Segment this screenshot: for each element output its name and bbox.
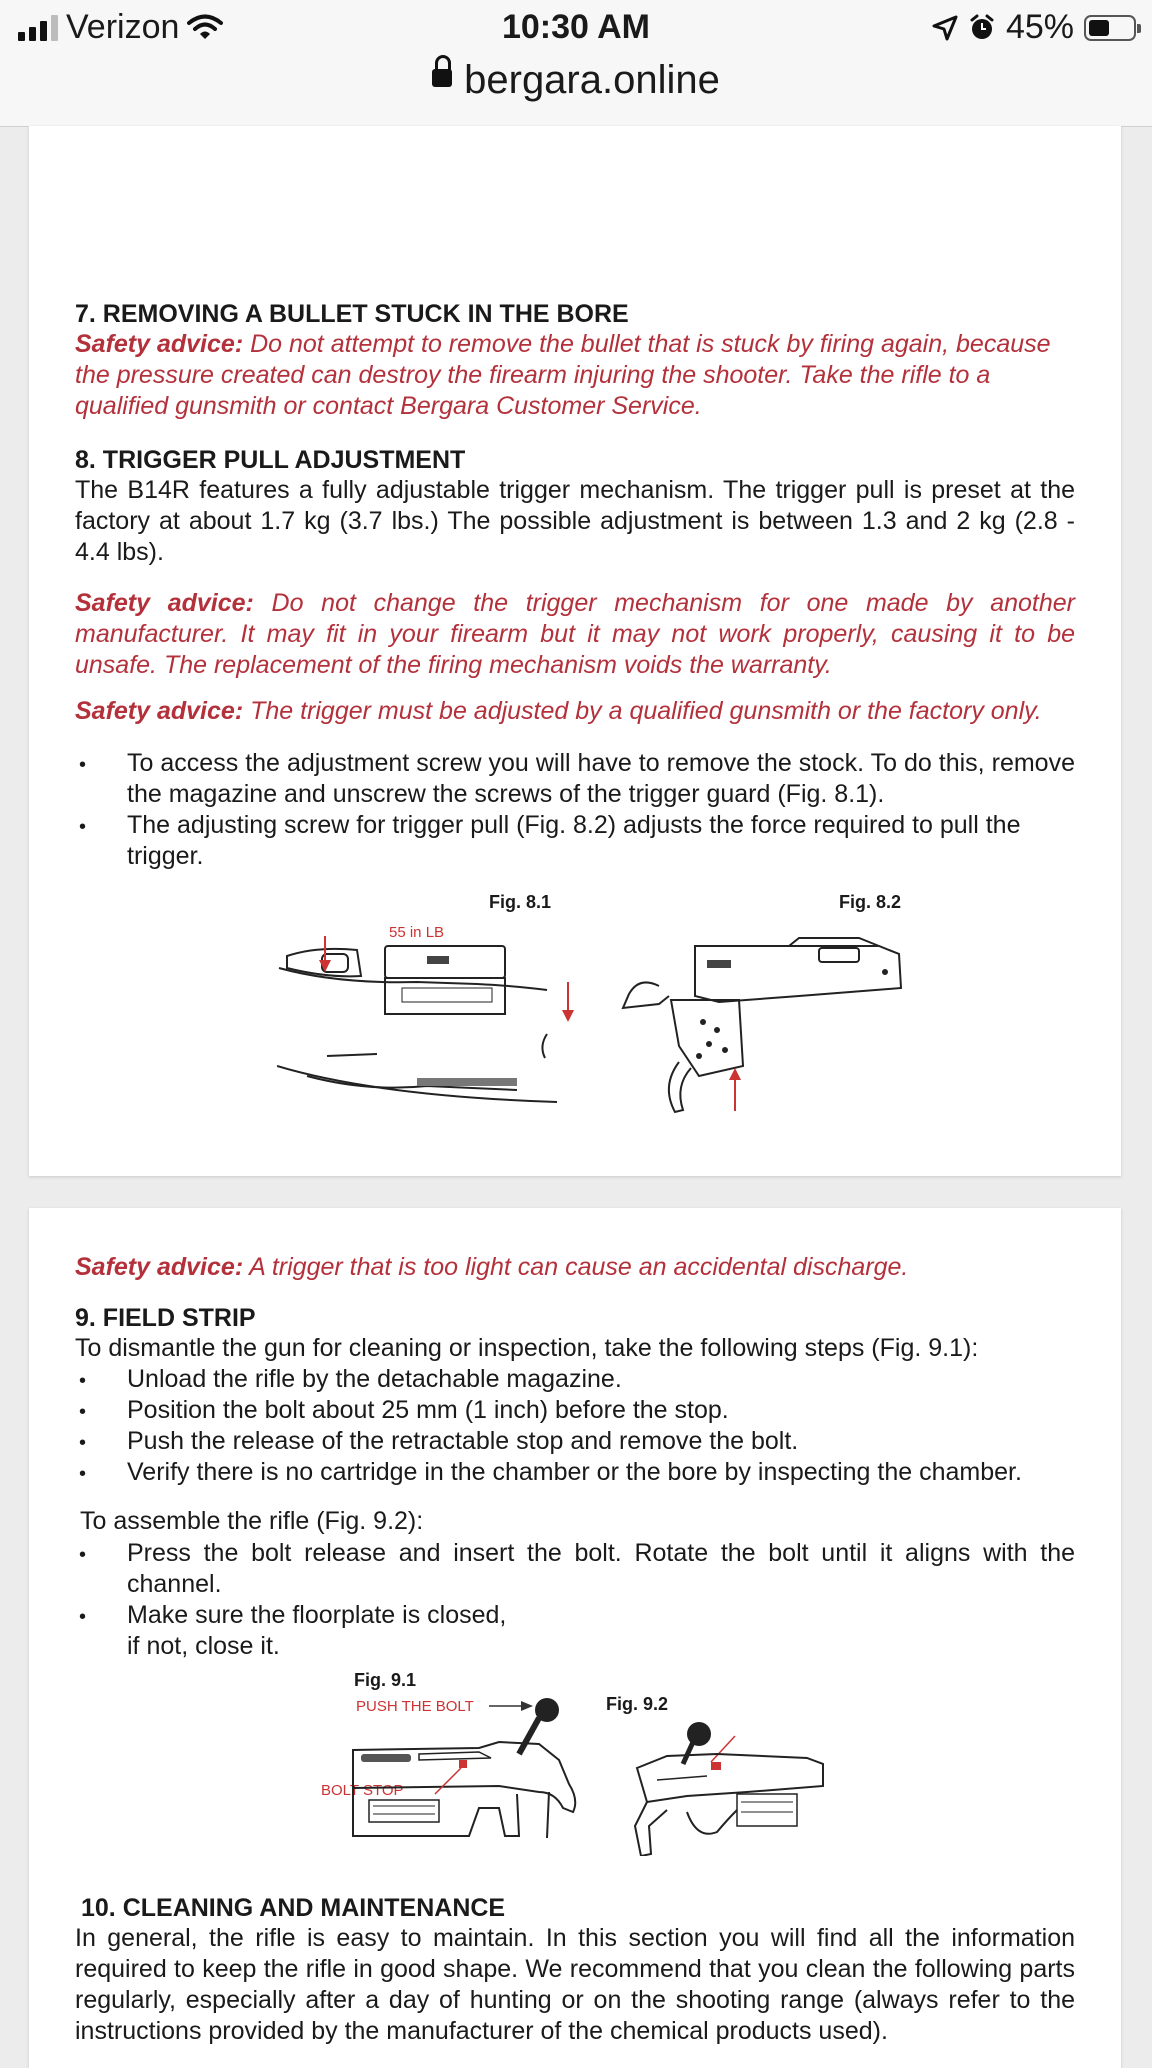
section-9 xyxy=(75,1304,1075,1488)
safety-label: Safety advice: xyxy=(75,697,244,725)
clock: 10:30 AM xyxy=(501,8,651,46)
section-10-text: In general, the rifle is easy to maintain. In this section you will find all the information required to keep the rifle in good shape. We recommend that you clean the following parts regularly, especially after a day of hunting or on the shooting range (always refer to the instructions provided by the manufacturer of the chemical products used). xyxy=(75,1924,1075,2045)
safety-text: Do not attempt to remove the bullet that is stuck by firing again, because the pressure created can destroy the firearm injuring the shooter. Take the rifle to a qualified gunsmith or contact Bergara Customer Service. xyxy=(75,330,1051,420)
fig-9-2-illustration xyxy=(627,1716,827,1856)
url-domain[interactable]: bergara.online xyxy=(464,58,720,102)
battery-icon xyxy=(1084,15,1136,41)
page-2-safety xyxy=(75,1252,1075,1283)
carrier-name: Verizon xyxy=(66,8,180,46)
document-page-1 xyxy=(29,126,1121,1176)
list-item: • The adjusting screw for trigger pull (Fig. 8.2) adjusts the force required to pull the trigger. xyxy=(75,810,1075,872)
url-bar[interactable] xyxy=(0,56,1152,127)
safety-label: Safety advice: xyxy=(75,1253,244,1281)
section-9-assemble-list xyxy=(75,1538,1075,1662)
section-7-safety xyxy=(75,329,1075,422)
document-page-2 xyxy=(29,1208,1121,2068)
list-item: • Press the bolt release and insert the bolt. Rotate the bolt until it aligns with the channel. xyxy=(75,1538,1075,1600)
fig-8-2-label: Fig. 8.2 xyxy=(839,892,902,912)
fig-9-2-label: Fig. 9.2 xyxy=(606,1694,669,1714)
section-9-intro: To dismantle the gun for cleaning or inspection, take the following steps (Fig. 9.1): xyxy=(75,1334,979,1362)
safety-text: Do not change the trigger mechanism for one made by another manufacturer. It may fit in your firearm but it may not work properly, causing it to be unsafe. The replacement of the firing mechanism voids the warranty. xyxy=(75,589,1076,679)
safety-label: Safety advice: xyxy=(75,589,254,617)
fig-8-1-label: Fig. 8.1 xyxy=(489,892,552,912)
status-right xyxy=(932,8,1136,47)
list-item: • Verify there is no cartridge in the chamber or the bore by inspecting the chamber. xyxy=(75,1457,1075,1488)
section-10 xyxy=(75,1894,1075,2047)
fig-8-2-illustration xyxy=(599,926,919,1116)
section-8-safety-1 xyxy=(75,588,1075,681)
section-8-title: 8. TRIGGER PULL ADJUSTMENT xyxy=(75,446,466,474)
section-9-assemble xyxy=(80,1506,1075,1537)
section-8-bullets xyxy=(75,748,1075,872)
safety-text: The trigger must be adjusted by a qualified gunsmith or the factory only. xyxy=(243,697,1042,725)
fig-9-1-label: Fig. 9.1 xyxy=(354,1670,417,1690)
safety-text: A trigger that is too light can cause an accidental discharge. xyxy=(243,1253,909,1281)
list-item: • Unload the rifle by the detachable magazine. xyxy=(75,1364,1075,1395)
section-8 xyxy=(75,446,1075,568)
list-item: • To access the adjustment screw you will have to remove the stock. To do this, remove the magazine and unscrew the screws of the trigger guard (Fig. 8.1). xyxy=(75,748,1075,810)
section-8-safety-2 xyxy=(75,696,1075,727)
fig-9-1-stop-label: BOLT STOP xyxy=(321,1782,404,1799)
section-9-title: 9. FIELD STRIP xyxy=(75,1304,256,1332)
assemble-intro: To assemble the rifle (Fig. 9.2): xyxy=(80,1507,424,1535)
battery-percent: 45% xyxy=(1005,8,1074,46)
section-7-title: 7. REMOVING A BULLET STUCK IN THE BORE xyxy=(75,300,629,328)
list-item: • Push the release of the retractable stop and remove the bolt. xyxy=(75,1426,1075,1457)
alarm-icon xyxy=(968,14,996,42)
list-item: • Make sure the floorplate is closed, if not, close it. xyxy=(75,1600,1075,1662)
list-item: • Position the bolt about 25 mm (1 inch) before the stop. xyxy=(75,1395,1075,1426)
safety-label: Safety advice: xyxy=(75,330,244,358)
fig-8-1-annotation: 55 in LB xyxy=(389,924,445,941)
fig-8-1-illustration xyxy=(277,926,577,1116)
fig-9-1-illustration xyxy=(349,1688,639,1848)
fig-9-1-push-label: PUSH THE BOLT xyxy=(356,1698,474,1715)
section-7 xyxy=(75,300,1075,422)
location-arrow-icon xyxy=(932,15,958,41)
status-bar xyxy=(0,0,1152,56)
section-10-title: 10. CLEANING AND MAINTENANCE xyxy=(81,1894,506,1922)
lock-icon xyxy=(432,69,452,87)
section-8-text: The B14R features a fully adjustable trigger mechanism. The trigger pull is preset at the factory at about 1.7 kg (3.7 lbs.) The possible adjustment is between 1.3 and 2 kg (2.8 - 4.4 lbs). xyxy=(75,476,1075,566)
